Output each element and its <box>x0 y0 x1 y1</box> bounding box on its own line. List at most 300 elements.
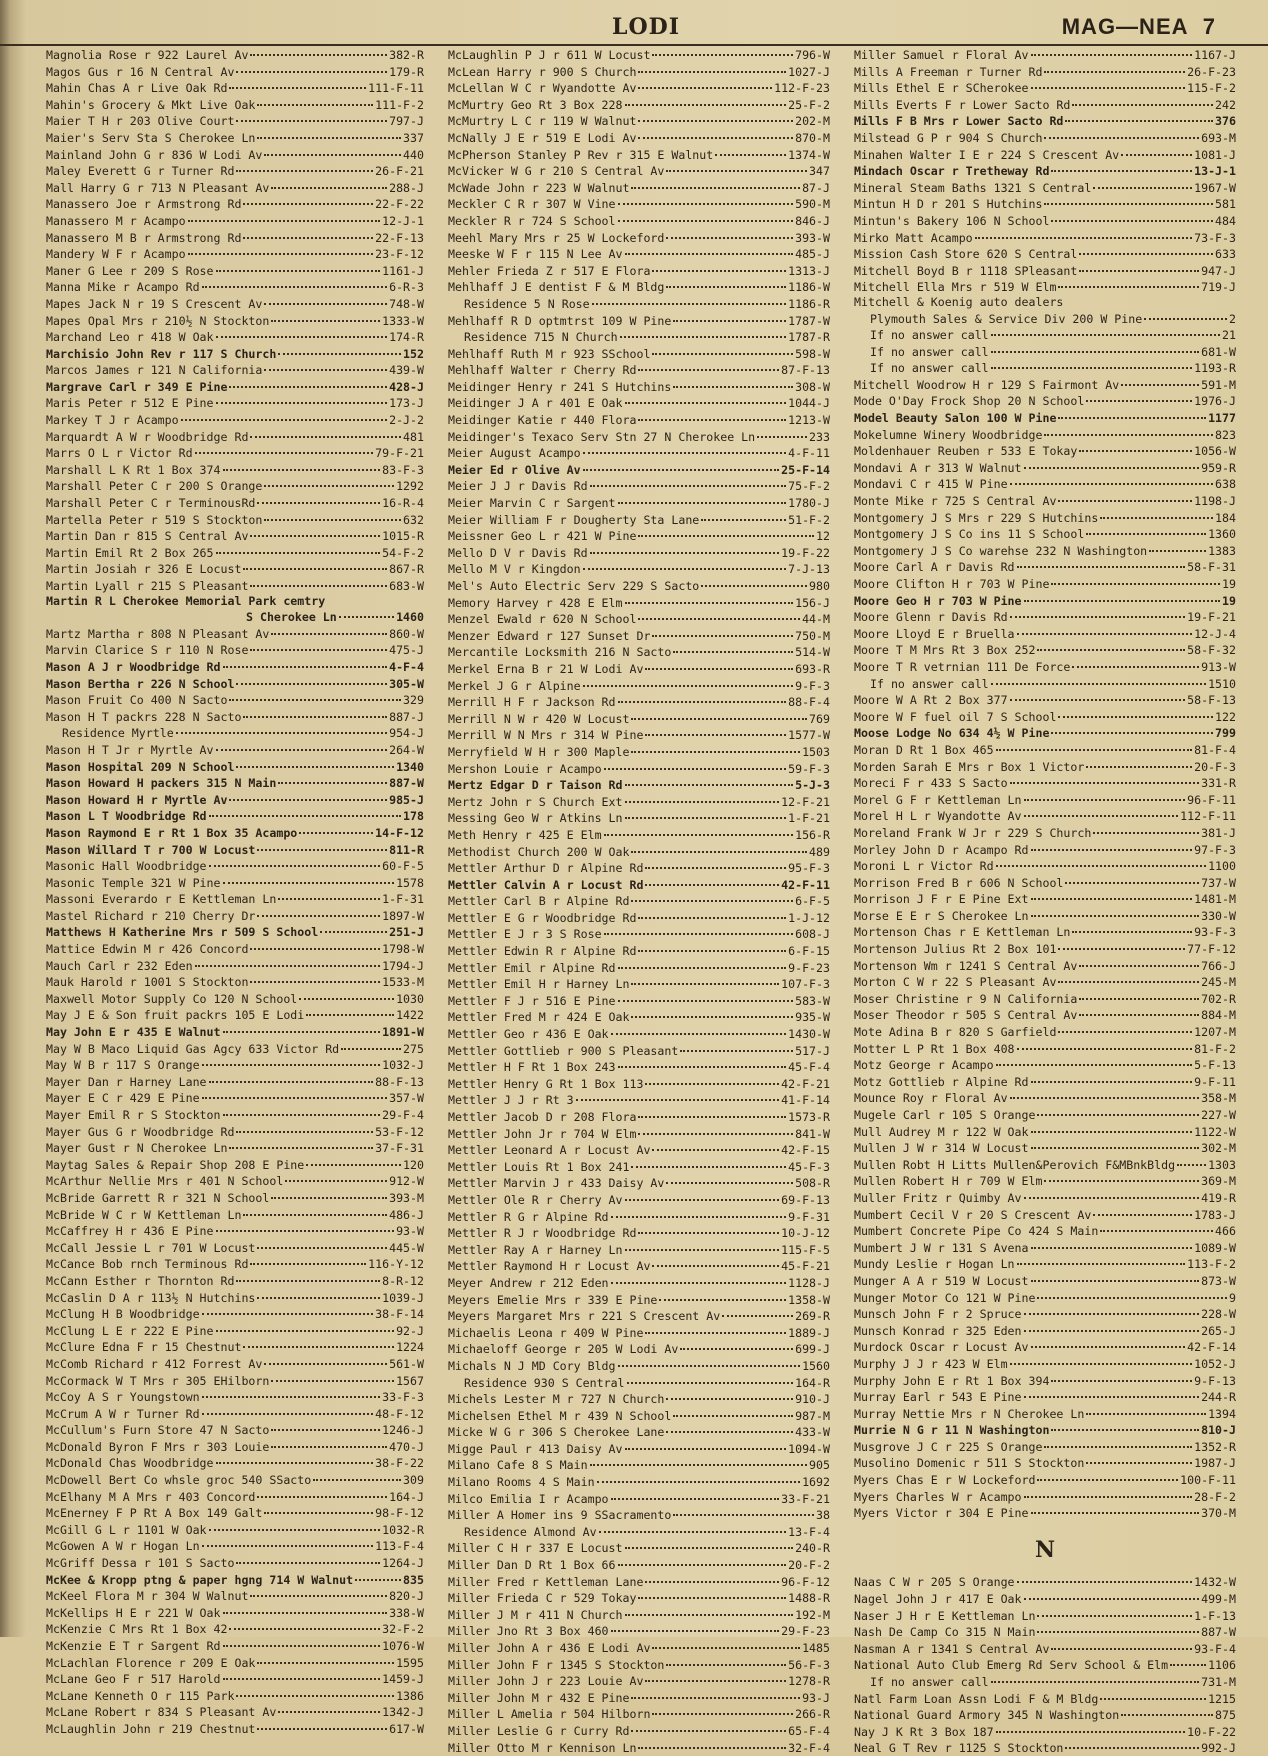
listing-name: Muller Fritz r Quimby Av <box>854 1190 1022 1205</box>
listing-entry <box>46 477 424 494</box>
leader-dots <box>638 1125 793 1135</box>
phone-number: 42-F-14 <box>1187 1340 1236 1355</box>
listing-name: Mettler Raymond H r Locust Av <box>448 1259 651 1274</box>
listing-entry <box>854 1504 1236 1521</box>
phone-number: 440 <box>403 147 424 162</box>
listing-entry <box>448 1589 830 1606</box>
listing-name: Munsch Konrad r 325 Eden <box>854 1323 1022 1338</box>
listing-name: McKenzie C Mrs Rt 1 Box 42 <box>46 1622 228 1637</box>
listing-entry <box>854 940 1236 957</box>
phone-number: 202-M <box>795 114 830 129</box>
listing-entry <box>854 146 1236 163</box>
listing-name: Manna Mike r Acampo Rd <box>46 280 200 295</box>
phone-number: 13-J-1 <box>1194 164 1236 179</box>
listing-entry <box>46 907 424 924</box>
listing-entry <box>448 693 830 710</box>
listing-entry <box>46 212 424 229</box>
listing-entry <box>46 774 424 791</box>
leader-dots <box>1051 162 1192 172</box>
listing-name: Musolino Domenic r 511 S Stockton <box>854 1456 1085 1471</box>
listing-name: Milano Cafe 8 S Main <box>448 1458 588 1473</box>
listing-entry <box>448 959 830 976</box>
listing-name: McBride Garrett R r 321 N School <box>46 1190 270 1205</box>
listing-name: Mehlhaff J E dentist F & M Bldg <box>448 280 665 295</box>
listing-entry <box>448 96 830 113</box>
listing-name: Myers Victor r 304 E Pine <box>854 1506 1029 1521</box>
leader-dots <box>257 1488 387 1498</box>
leader-dots <box>216 544 381 554</box>
listing-entry <box>448 179 830 196</box>
leader-dots <box>1031 1123 1193 1133</box>
leader-dots <box>1093 824 1199 834</box>
listing-name: Residence Myrtle <box>62 726 174 741</box>
listing-name: Mason Bertha r 226 N School <box>46 676 235 691</box>
leader-dots <box>1031 907 1200 917</box>
listing-name: McCann Esther r Thornton Rd <box>46 1273 235 1288</box>
listing-name: McCance Bob rnch Terminous Rd <box>46 1257 249 1272</box>
phone-number: 810-J <box>1201 1423 1236 1438</box>
listing-entry <box>854 1040 1236 1057</box>
leader-dots <box>1031 1338 1186 1348</box>
listing-name: Mettler Jacob D r 208 Flora <box>448 1110 637 1124</box>
phone-number: 42-F-15 <box>781 1143 830 1158</box>
leader-dots <box>278 1703 380 1713</box>
listing-name: Martin Emil Rt 2 Box 265 <box>46 545 214 560</box>
leader-dots <box>618 212 794 222</box>
listing-entry <box>46 560 424 577</box>
listing-entry <box>448 1440 830 1457</box>
listing-entry <box>46 1272 424 1289</box>
listing-entry <box>448 1490 830 1507</box>
listing-entry <box>448 677 830 694</box>
leader-dots <box>1051 724 1213 734</box>
listing-entry <box>448 925 830 942</box>
listing-entry <box>448 1340 830 1357</box>
listing-name: Merkel J G r Alpine <box>448 678 581 693</box>
leader-dots <box>1079 262 1199 272</box>
leader-dots <box>236 1123 373 1133</box>
listing-entry <box>448 1506 830 1523</box>
leader-dots <box>631 1158 786 1168</box>
listing-entry <box>854 392 1236 409</box>
listing-entry <box>854 973 1236 990</box>
listing-entry <box>46 1537 424 1554</box>
listing-entry <box>854 1206 1236 1223</box>
listing-entry <box>854 1272 1236 1289</box>
leader-dots <box>1010 691 1186 701</box>
leader-dots <box>625 594 794 604</box>
leader-dots <box>320 923 387 933</box>
phone-number: 45-F-21 <box>781 1259 830 1274</box>
listing-name: Mertz Edgar D r Taison Rd <box>448 778 623 793</box>
phone-number: 1976-J <box>1194 394 1236 409</box>
leader-dots <box>1024 1305 1200 1315</box>
leader-dots <box>1017 1255 1186 1265</box>
listing-entry <box>46 278 424 295</box>
leader-dots <box>1100 1222 1213 1232</box>
listing-entry <box>448 1257 830 1274</box>
listing-entry <box>854 1172 1236 1189</box>
phone-number: 115-F-2 <box>1187 81 1236 96</box>
phone-number: 242 <box>1215 97 1236 112</box>
phone-number: 590-M <box>795 197 830 212</box>
listing-entry <box>854 1139 1236 1156</box>
listing-entry <box>854 1372 1236 1389</box>
leader-dots <box>618 992 794 1002</box>
phone-number: 58-F-31 <box>1187 560 1236 575</box>
leader-dots <box>1037 1623 1199 1633</box>
listing-name: Mills A Freeman r Turner Rd <box>854 64 1043 79</box>
listing-name: Morrison Fred B r 606 N School <box>854 875 1064 890</box>
phone-number: 56-F-3 <box>788 1657 830 1672</box>
listing-name: Moreci F r 433 S Sacto <box>854 776 1008 791</box>
leader-dots <box>652 262 786 272</box>
leader-dots <box>673 1407 793 1417</box>
listing-name: Maris Peter r 512 E Pine <box>46 396 214 411</box>
leader-dots <box>631 710 807 720</box>
phone-number: 6-R-3 <box>389 280 424 295</box>
listing-name: Motz George r Acampo <box>854 1058 994 1073</box>
listing-name: Miller Jno Rt 3 Box 460 <box>448 1624 609 1639</box>
listing-name: McLane Kenneth O r 115 Park <box>46 1688 235 1703</box>
leader-dots <box>229 378 387 388</box>
phone-number: 93-F-3 <box>1194 925 1236 940</box>
phone-number: 75-F-2 <box>788 479 830 494</box>
listing-entry <box>448 942 830 959</box>
listing-entry <box>448 1539 830 1556</box>
phone-number: 264-W <box>389 742 424 757</box>
phone-number: 1798-W <box>382 942 424 957</box>
phone-number: 867-R <box>389 562 424 577</box>
leader-dots <box>278 345 401 355</box>
listing-name: McArthur Nellie Mrs r 401 N School <box>46 1174 284 1189</box>
leader-dots <box>188 212 381 222</box>
phone-number: 1027-J <box>788 64 830 79</box>
listing-entry <box>46 1571 424 1588</box>
phone-number: 393-M <box>389 1190 424 1205</box>
leader-dots <box>991 1673 1199 1683</box>
listing-name: Residence Almond Av <box>464 1524 597 1539</box>
listing-name: McEnerney F P Rt A Box 149 Galt <box>46 1506 263 1521</box>
leader-dots <box>202 278 388 288</box>
listing-entry <box>448 527 830 544</box>
listing-entry <box>46 890 424 907</box>
phone-number: 29-F-4 <box>382 1108 424 1122</box>
leader-dots <box>250 46 387 56</box>
listing-name: Nagel John J r 417 E Oak <box>854 1592 1022 1607</box>
listing-entry <box>448 79 830 96</box>
phone-number: 79-F-21 <box>375 446 424 461</box>
leader-dots <box>625 1539 794 1549</box>
leader-dots <box>1093 179 1192 189</box>
leader-dots <box>195 444 374 454</box>
listing-name: Mettler Arthur D r Alpine Rd <box>448 861 644 876</box>
leader-dots <box>236 1554 380 1564</box>
leader-dots <box>202 1089 388 1099</box>
listing-name: Model Beauty Salon 100 W Pine <box>854 411 1057 426</box>
listing-entry <box>854 1640 1236 1657</box>
leader-dots <box>996 1056 1193 1066</box>
listing-name: Mettler Ole R r Cherry Av <box>448 1192 623 1207</box>
leader-dots <box>202 1305 374 1315</box>
listing-name: Mel's Auto Electric Serv 229 S Sacto <box>448 579 700 593</box>
listing-name: Mehlhaff R D optmtrst 109 W Pine <box>448 313 672 328</box>
phone-number: 164-J <box>389 1489 424 1504</box>
listing-entry <box>854 1089 1236 1106</box>
leader-dots <box>236 162 373 172</box>
phone-number: 113-F-2 <box>1187 1257 1236 1272</box>
listing-name: Mullen Robert H r 709 W Elm <box>854 1174 1043 1189</box>
phone-number: 21 <box>1222 328 1236 343</box>
listing-entry <box>46 1703 424 1720</box>
listing-entry <box>854 824 1236 841</box>
phone-number: 53-F-12 <box>375 1124 424 1139</box>
listing-name: Munsch John F r 2 Spruce <box>854 1307 1022 1322</box>
listing-name: Miller C H r 337 E Locust <box>448 1541 623 1556</box>
listing-name: Mindach Oscar r Tretheway Rd <box>854 164 1050 179</box>
phone-number: 1787-W <box>788 313 830 328</box>
listing-entry <box>46 1454 424 1471</box>
listing-name: Mote Adina B r 820 S Garfield <box>854 1025 1057 1040</box>
listing-name: Moore W F fuel oil 7 S School <box>854 709 1057 724</box>
listing-name: Manassero M r Acampo <box>46 213 186 228</box>
phone-number: 266-R <box>795 1707 830 1722</box>
leader-dots <box>264 361 387 371</box>
leader-dots <box>236 1687 394 1697</box>
listing-entry <box>46 1056 424 1073</box>
listing-entry <box>46 1720 424 1737</box>
leader-dots <box>223 874 395 884</box>
phone-number: 1386 <box>396 1688 424 1703</box>
phone-number: 54-F-2 <box>382 545 424 560</box>
listing-entry <box>854 542 1236 559</box>
listing-name: McCall Jessie L r 701 W Locust <box>46 1240 256 1255</box>
listing-entry <box>448 1241 830 1258</box>
listing-name: Meyer Andrew r 212 Eden <box>448 1275 609 1290</box>
listing-entry <box>854 1607 1236 1624</box>
phone-number: 1032-J <box>382 1058 424 1073</box>
leader-dots <box>645 1573 779 1583</box>
phone-number: 22-F-22 <box>375 197 424 212</box>
listing-name: Meidinger Henry r 241 S Hutchins <box>448 379 672 394</box>
phone-number: 1383 <box>1208 543 1236 558</box>
listing-entry <box>46 112 424 129</box>
phone-number: 887-J <box>389 709 424 724</box>
phone-number: 97-F-3 <box>1194 842 1236 857</box>
listing-entry <box>46 841 424 858</box>
listing-name: Moose Lodge No 634 4½ W Pine <box>854 726 1050 741</box>
listing-entry <box>854 1673 1236 1690</box>
listing-name: Markey T J r Acampo <box>46 413 179 428</box>
listing-entry <box>854 708 1236 725</box>
phone-number: 947-J <box>1201 263 1236 278</box>
leader-dots <box>1058 708 1213 718</box>
listing-name: Menzer Edward r 127 Sunset Dr <box>448 628 651 643</box>
listing-entry <box>46 162 424 179</box>
phone-number: 1089-W <box>1194 1240 1236 1255</box>
phone-number: 681-W <box>1201 344 1236 359</box>
leader-dots <box>236 112 387 122</box>
leader-dots <box>618 195 794 205</box>
leader-dots <box>1100 1690 1206 1700</box>
phone-number: 591-M <box>1201 377 1236 392</box>
leader-dots <box>181 411 387 421</box>
listing-name: Mershon Louie r Acampo <box>448 761 602 776</box>
listing-name: Myers Chas E r W Lockeford <box>854 1473 1036 1488</box>
phone-number: 905 <box>809 1458 830 1473</box>
phone-number: 93-J <box>802 1690 830 1705</box>
leader-dots <box>1144 310 1227 320</box>
phone-number: 913-W <box>1201 659 1236 674</box>
leader-dots <box>757 428 807 438</box>
listing-name: Miller Otto M r Kennison Ln <box>448 1740 637 1755</box>
listing-name: Michals N J MD Cory Bldg <box>448 1358 616 1373</box>
leader-dots <box>216 1322 395 1332</box>
phone-number: 1573-R <box>788 1110 830 1124</box>
listing-entry <box>854 262 1236 279</box>
listing-entry <box>448 1324 830 1341</box>
listing-entry <box>854 525 1236 542</box>
leader-dots <box>1072 658 1199 668</box>
listing-name: Mondavi A r 313 W Walnut <box>854 460 1022 475</box>
phone-number: 112-F-23 <box>774 81 830 96</box>
phone-number: 337 <box>403 130 424 145</box>
leader-dots <box>1031 1139 1200 1149</box>
listing-name: Martin Lyall r 215 S Pleasant <box>46 579 249 593</box>
phone-number: 9 <box>1229 1290 1236 1305</box>
leader-dots <box>209 1073 374 1083</box>
leader-dots <box>188 245 374 255</box>
listing-entry <box>854 326 1236 343</box>
phone-number: 796-W <box>795 48 830 62</box>
phone-number: 112-F-11 <box>1180 809 1236 824</box>
listing-entry <box>854 841 1236 858</box>
listing-entry <box>854 1405 1236 1422</box>
phone-number: 1333-W <box>382 313 424 328</box>
listing-name: McKee & Kropp ptng & paper hgng 714 W Walnut <box>46 1572 354 1587</box>
phone-number: 2 <box>1229 311 1236 326</box>
listing-name: McKeel Flora M r 304 W Walnut <box>46 1589 249 1604</box>
listing-entry <box>46 1521 424 1538</box>
listing-name: Mettler H F Rt 1 Box 243 <box>448 1060 616 1075</box>
listing-name: Mettler Marvin J r 433 Daisy Av <box>448 1176 665 1191</box>
phone-number: 1358-W <box>788 1292 830 1307</box>
phone-number: 25-F-2 <box>788 97 830 112</box>
listing-entry <box>448 1407 830 1424</box>
listing-entry <box>854 1656 1236 1673</box>
listing-entry <box>854 426 1236 443</box>
leader-dots <box>257 1239 387 1249</box>
leader-dots <box>597 1473 800 1483</box>
listing-entry <box>854 1305 1236 1322</box>
listing-entry <box>448 1556 830 1573</box>
listing-name: Munger A A r 519 W Locust <box>854 1273 1029 1288</box>
listing-name: Milano Rooms 4 S Main <box>448 1475 595 1490</box>
phone-number: 445-W <box>389 1240 424 1255</box>
phone-number: 1246-J <box>382 1423 424 1438</box>
leader-dots <box>576 1091 779 1101</box>
phone-number: 10-J-12 <box>781 1226 830 1241</box>
phone-number: 481 <box>403 429 424 444</box>
listing-entry <box>448 378 830 395</box>
phone-number: 6-F-5 <box>795 894 830 909</box>
phone-number: 87-F-13 <box>781 363 830 378</box>
listing-name: Mahin Chas A r Live Oak Rd <box>46 81 228 96</box>
listing-entry <box>448 1639 830 1656</box>
listing-name: Messing Geo W r Atkins Ln <box>448 811 623 826</box>
leader-dots <box>604 925 794 935</box>
listing-entry <box>46 1189 424 1206</box>
listing-name: Morton C W r 22 S Pleasant Av <box>854 975 1057 990</box>
phone-number: 152 <box>403 346 424 361</box>
listing-entry <box>448 892 830 909</box>
leader-dots <box>313 1471 401 1481</box>
listing-entry <box>448 1091 830 1108</box>
listing-entry <box>854 608 1236 625</box>
listing-entry <box>46 1388 424 1405</box>
listing-name: Morrison J F r E Pine Ext <box>854 892 1029 907</box>
phone-number: 173-J <box>389 396 424 411</box>
leader-dots <box>611 1208 787 1218</box>
phone-number: 1891-W <box>382 1025 424 1040</box>
listing-entry <box>854 741 1236 758</box>
leader-dots <box>1017 625 1193 635</box>
phone-number: 174-R <box>389 330 424 345</box>
listing-name: Moore Geo H r 703 W Pine <box>854 593 1022 608</box>
leader-dots <box>722 1307 793 1317</box>
phone-number: 393-W <box>795 230 830 245</box>
listing-name: Meckler R r 724 S School <box>448 213 616 228</box>
leader-dots <box>604 760 787 770</box>
listing-text: Martin R L Cherokee Memorial Park cemtry <box>46 593 326 608</box>
phone-number: 265-J <box>1201 1323 1236 1338</box>
phone-number: 45-F-3 <box>788 1159 830 1174</box>
listing-name: Marquardt A W r Woodbridge Rd <box>46 429 249 444</box>
leader-dots <box>257 1654 394 1664</box>
listing-name: Miller John M r 432 E Pine <box>448 1690 630 1705</box>
listing-entry <box>854 1690 1236 1707</box>
leader-dots <box>1058 492 1192 502</box>
listing-name: Miller John A r 436 E Lodi Av <box>448 1641 651 1655</box>
listing-name: Mettler E G r Woodbridge Rd <box>448 910 637 925</box>
leader-dots <box>652 627 793 637</box>
listing-entry <box>854 1322 1236 1339</box>
listing-name: Mumbert Concrete Pipe Co 424 S Main <box>854 1224 1099 1239</box>
leader-dots <box>666 1656 786 1666</box>
listing-name: Mumbert Cecil V r 20 S Crescent Av <box>854 1207 1092 1222</box>
listing-entry <box>448 743 830 760</box>
phone-number: 1510 <box>1208 676 1236 691</box>
listing-name: Moore W A Rt 2 Box 377 <box>854 693 1008 708</box>
leader-dots <box>264 1355 387 1365</box>
listing-name: Motz Gottlieb r Alpine Rd <box>854 1074 1029 1089</box>
listing-entry <box>854 112 1236 129</box>
listing-entry <box>46 940 424 957</box>
listing-name: Marvin Clarice S r 110 N Rose <box>46 643 249 658</box>
phone-number: 1213-W <box>788 413 830 428</box>
listing-entry <box>46 1687 424 1704</box>
listing-name: Meidinger's Texaco Serv Stn 27 N Cherokee Ln <box>448 429 756 444</box>
listing-name: Mills F B Mrs r Lower Sacto Rd <box>854 114 1064 129</box>
listing-entry <box>854 1123 1236 1140</box>
listing-entry <box>854 791 1236 808</box>
listing-entry <box>46 1305 424 1322</box>
listing-entry <box>448 212 830 229</box>
listing-name: Miller Dan D Rt 1 Box 66 <box>448 1558 616 1573</box>
listing-entry <box>448 1075 830 1092</box>
leader-dots <box>645 660 793 670</box>
listing-name: Mapes Jack N r 19 S Crescent Av <box>46 296 263 311</box>
